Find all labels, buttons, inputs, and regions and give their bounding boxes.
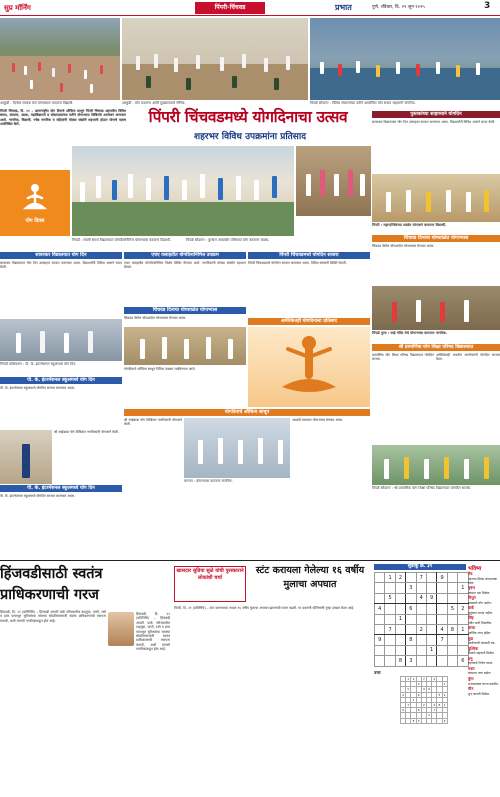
section-bar-5: अमेरिकेतही योगदिनाला प्रतिसाद [248, 318, 370, 325]
horoscope-sign: तुळ [468, 635, 474, 641]
sudoku-title: सुडोकू क्र. ३१ [374, 564, 466, 570]
sudoku-cell: 8 [447, 624, 457, 634]
sudoku-cell [385, 583, 395, 593]
answer-row [401, 718, 448, 723]
sudoku-cell: 4 [437, 624, 447, 634]
sudoku-cell [447, 573, 457, 583]
answer-cell: 3 [417, 682, 420, 687]
bottom-mid-body: पिंपरी, दि. २१ (प्रतिनिधि) – स्टंट करण्याच्या नादात १६ वर्षीय मुलाचा अपघात झाल्याची घटना घडली. या प्रकरणी पोलिसांनी गुन्हा दाखल केला आहे. [174, 606, 355, 610]
right-top-text: सावरकर विद्यालयात योग दिन उत्साहात साजरा करण्यात आला. विद्यार्थ्यांनी विविध आसने सादर केली. [372, 120, 496, 124]
horoscope-sign: वृश्चिक [468, 645, 479, 651]
sudoku-grid [374, 572, 469, 667]
sudoku-cell [406, 624, 416, 634]
horoscope-item [468, 572, 500, 585]
caption-middle: आकुर्डी : योग करताना आर्मी मुख्यालयाचे सैनिक. [122, 101, 186, 105]
photo-middle [122, 18, 308, 100]
sudoku-cell: 8 [406, 635, 416, 645]
sudoku-answer-title: उत्तर [374, 670, 381, 675]
horoscope-sign: कन्या [468, 625, 476, 631]
sudoku-cell: 3 [406, 583, 416, 593]
section-bar-4: चिंचवड दिनाचा योगशाळेत योगाभ्यास [124, 307, 246, 314]
photo-right-top [296, 146, 371, 216]
sudoku-cell [385, 635, 395, 645]
sudoku-cell [395, 645, 405, 655]
sudoku-cell [406, 593, 416, 603]
sudoku-cell [426, 604, 436, 614]
section-body-6: पी. के. इंटरनॅशनल स्कूलमध्ये योगदिन साजरा करण्यात आला. [0, 386, 76, 390]
answer-cell: 8 [412, 718, 415, 723]
date-line: पुणे, रविवार, दि. २२ जून २०२५ [372, 5, 425, 10]
sudoku-cell [447, 656, 457, 666]
horoscope-sign: वृषभ [468, 585, 475, 591]
section-body-left-row4: पी. के. इंटरनॅशनल स्कूलमध्ये योगदिन साजरा करण्यात आला. [0, 494, 76, 498]
sudoku-cell [375, 645, 385, 655]
sudoku-answer-grid [400, 676, 448, 724]
sudoku-cell [416, 604, 426, 614]
answer-row [401, 702, 448, 707]
sudoku-cell [447, 583, 457, 593]
answer-cell: 7 [407, 703, 410, 708]
horoscope-item [468, 667, 500, 676]
section-body-middle-2: योगदिनाचे औचित्य साधून विविध उपक्रम राबविण्यात आले. [124, 367, 196, 371]
caption-center-big: निगडी : स्वामी समर्थ विद्यालयात योगदिनानिमित्त योगाभ्यास करताना विद्यार्थी. [72, 238, 171, 242]
horoscope-item [468, 626, 500, 635]
sudoku-cell: 4 [375, 604, 385, 614]
section-bar-6: पी. के. इंटरनॅशनल स्कूलमध्ये योग दिन [0, 377, 122, 384]
photo-left-row3 [0, 430, 52, 484]
sudoku-cell: 4 [416, 593, 426, 603]
main-headline: पिंपरी चिंचवडमध्ये योगदिनाचा उत्सव [148, 107, 348, 126]
bottom-mid-kicker: खासदार सुप्रिया सुळे यांची पुरस्काराने लोकांशी चर्चा [174, 566, 246, 602]
photo-left-row2 [0, 319, 122, 361]
section-bar-9: श्री प्रामाणिक योग शिक्षा परिषद विद्यालयात [372, 344, 500, 351]
sudoku-cell: 9 [375, 635, 385, 645]
sudoku-cell [447, 593, 457, 603]
header-bar [0, 0, 500, 16]
sudoku-cell [375, 593, 385, 603]
sudoku-cell: 5 [385, 593, 395, 603]
horoscope-item [468, 616, 500, 625]
bottom-left-photo [108, 612, 134, 646]
sudoku-cell [406, 614, 416, 624]
sudoku-cell [395, 635, 405, 645]
answer-cell: 9 [402, 708, 404, 713]
answer-cell: 5 [438, 692, 441, 697]
section-body-9: प्रामाणिक योग शिक्षा परिषद विद्यालयात योगदिन साजरा. [372, 353, 434, 362]
sudoku-row [375, 573, 469, 583]
sudoku-row [375, 624, 469, 634]
section-body-4: चिंचवड येथील योगशाळेत योगाभ्यास घेण्यात आला. [124, 316, 187, 320]
caption-right-column-b: पिंपळे गुरव : साई मंदिर येथे योगाभ्यास करताना नागरिक. [372, 331, 448, 335]
caption-middle-row3: थेरगाव : योगाभ्यास करताना नागरिक. [184, 479, 233, 483]
answer-cell: 9 [428, 687, 430, 692]
horoscope-text: मनासारख्या घटना घडतील. [468, 681, 499, 686]
sudoku-row [375, 604, 469, 614]
caption-right-column-a: पिंपरी : महापालिकेच्या शाळेत योगासने करताना विद्यार्थी. [372, 223, 447, 227]
section-label: सुप्र मॉर्निंग [4, 3, 31, 12]
sudoku-cell [385, 656, 395, 666]
sudoku-cell [458, 645, 468, 655]
answer-cell: 6 [443, 718, 446, 723]
section-body-10: अमेरिकेतही भारतीय नागरिकांनी योगदिन साजरा केला. [436, 353, 500, 362]
sudoku-cell [416, 656, 426, 666]
sudoku-cell: 1 [458, 583, 468, 593]
section-body-2: एचए वसाहतीत योगदिनानिमित्त विशेष शिबिर घेण्यात आले. नागरिकांनी मोठ्या संख्येने सहभाग घेतला. [124, 261, 246, 270]
horoscope-text: कुटुंबात आनंद राहील. [468, 610, 494, 615]
horoscope-item [468, 687, 500, 696]
horoscope-text: आर्थिक लाभ होईल. [468, 631, 492, 636]
photo-yoga-lotus [248, 327, 370, 407]
sudoku-cell [447, 645, 457, 655]
section-body-right-row3: आळंदी रस्त्यावर योगाभ्यास घेण्यात आला. [292, 418, 344, 422]
horoscope-item [468, 677, 500, 686]
sudoku-cell [437, 593, 447, 603]
photo-middle-row2 [124, 327, 246, 365]
sudoku-cell [426, 635, 436, 645]
sudoku-cell [426, 583, 436, 593]
caption-center-right: पिंपळे सौदागर : कुणाल आयकॉन परिसरात योग करताना सदस्य. [186, 238, 270, 242]
sudoku-cell [437, 656, 447, 666]
sudoku-cell: 1 [385, 573, 395, 583]
section-bar-1: सावरकर विद्यालयात योग दिन [0, 252, 122, 259]
horoscope-text: कामात यश मिळेल. [468, 590, 491, 595]
sudoku-cell [385, 614, 395, 624]
horoscope-text: आरोग्याची काळजी घ्या. [468, 641, 496, 646]
sudoku-cell: 9 [437, 573, 447, 583]
photo-right-lower [372, 445, 500, 485]
sudoku-cell: 3 [406, 656, 416, 666]
caption-left: आकुर्डी : दिगंबर स्मारक येथे योगाभ्यास करताना विद्यार्थी. [0, 101, 74, 105]
sudoku-row [375, 635, 469, 645]
answer-cell: 2 [422, 703, 425, 708]
sudoku-cell: 7 [437, 635, 447, 645]
paper-name: प्रभात [335, 2, 352, 12]
sudoku-cell [426, 656, 436, 666]
sudoku-cell [416, 635, 426, 645]
sudoku-cell: 9 [426, 593, 436, 603]
horoscope-sign: मेष [468, 571, 473, 576]
answer-cell: 2 [412, 677, 415, 682]
answer-cell: 1 [443, 703, 446, 708]
bottom-left-body-2: हिंजवडी, दि. २१ (प्रतिनिधि) – हिंजवडी आयटी पार्क परिसरातील वाहतूक, पाणी, रस्ते व इतर पायाभूत सुविधांच्या समस्या सोडविण्यासाठी स्वतंत्र प्राधिकरणाची स्थापना करावी, अशी मागणी नागरिकांकडून होत आहे. [136, 612, 170, 652]
sudoku-cell: 6 [406, 604, 416, 614]
sudoku-cell: 1 [426, 645, 436, 655]
sudoku-cell [385, 645, 395, 655]
page-number: 3 [484, 1, 491, 11]
sudoku-cell: 1 [395, 614, 405, 624]
answer-cell: 5 [407, 687, 410, 692]
horoscope-text: मित्रांचे सहकार्य मिळेल. [468, 651, 495, 656]
answer-cell: 1 [407, 677, 410, 682]
sudoku-cell: 5 [447, 604, 457, 614]
sudoku-cell: 2 [458, 604, 468, 614]
section-bar-7: योगदिनाचे औचित्य साधून [124, 409, 370, 416]
photo-right [310, 18, 500, 100]
page-divider [0, 560, 500, 561]
sudoku-cell [437, 645, 447, 655]
answer-cell: 3 [417, 718, 420, 723]
section-bar-right-2: चिंचवड दिनाचा योगशाळेत योगाभ्यास [372, 235, 500, 242]
sudoku-cell [458, 573, 468, 583]
sudoku-cell: 2 [416, 624, 426, 634]
photo-middle-row3 [184, 418, 290, 478]
horoscope-item [468, 596, 500, 605]
sudoku-cell [375, 583, 385, 593]
horoscope-text: प्रवासाचे योग आहेत. [468, 600, 492, 605]
right-top-bar: पुस्तकांच्या साहाय्याने योगदिन [372, 111, 500, 118]
horoscope-sign: मिथुन [468, 595, 476, 601]
sudoku-cell [458, 635, 468, 645]
sudoku-cell [406, 573, 416, 583]
section-body-3: पिंपरी चिंचवडमध्ये योगदिन साजरा करण्यात आला. विविध संस्थांनी शिबिरे घेतली. [248, 261, 347, 265]
sudoku-cell [375, 624, 385, 634]
horoscope-text: शुभ बातमी मिळेल. [468, 691, 490, 696]
sudoku-cell [395, 624, 405, 634]
answer-cell: 4 [422, 687, 425, 692]
sudoku-cell [395, 604, 405, 614]
sudoku-cell: 7 [416, 573, 426, 583]
sudoku-cell: 7 [385, 624, 395, 634]
sudoku-row [375, 583, 469, 593]
sudoku-cell [406, 645, 416, 655]
sudoku-cell [375, 656, 385, 666]
horoscope-sign: मीन [468, 686, 474, 692]
photo-center-big [72, 146, 294, 236]
answer-cell: 7 [422, 677, 425, 682]
caption-left-row2: निगडी प्राधिकरण : पी. के. इंटरनॅशनल स्कूलमध्ये योग दिन. [0, 362, 77, 366]
sudoku-cell [375, 614, 385, 624]
meditation-icon [18, 182, 52, 216]
answer-cell: 9 [433, 677, 436, 682]
caption-right-lower: पिंपळे सौदागर : श्री प्रामाणिक योग शिक्षा परिषद विद्यालयात योगदिन साजरा. [372, 486, 472, 490]
horoscope-text: नवीन संधी मिळतील. [468, 620, 493, 625]
sudoku-row [375, 593, 469, 603]
photo-left [0, 18, 120, 100]
answer-cell: 1 [412, 697, 415, 702]
sudoku-cell [458, 593, 468, 603]
sudoku-cell [458, 614, 468, 624]
sudoku-cell [426, 624, 436, 634]
sudoku-cell [437, 614, 447, 624]
sudoku-cell [447, 635, 457, 645]
sudoku-cell [416, 614, 426, 624]
sudoku-row [375, 656, 469, 666]
photo-right-column-a [372, 174, 500, 222]
section-body-right-2: चिंचवड येथील योगशाळेत योगाभ्यास घेण्यात आला. [372, 244, 435, 248]
answer-cell: 6 [417, 692, 420, 697]
horoscope-title: भविष्य [468, 566, 482, 572]
horoscope-text: आजचा दिवस लाभदायक ठरेल. [468, 576, 497, 585]
sudoku-cell [416, 583, 426, 593]
section-body-1: सावरकर विद्यालयात योग दिन उत्साहात साजरा करण्यात आला. विद्यार्थ्यांनी विविध आसने सादर केली. [0, 261, 122, 270]
horoscope-text: कामाचा ताण वाढेल. [468, 671, 492, 676]
sudoku-cell: 6 [458, 656, 468, 666]
bottom-mid-headline: स्टंट करायला गेलेल्या १६ वर्षीय मुलाचा अपघात [255, 565, 365, 590]
section-body-left-row3: श्री साईबाबा योग शिबिरात नागरिकांनी योगासने केली. [54, 430, 119, 434]
answer-cell: 1 [428, 713, 430, 718]
bottom-left-body: हिंजवडी, दि. २१ (प्रतिनिधि) – हिंजवडी आयटी पार्क परिसरातील वाहतूक, पाणी, रस्ते व इतर पायाभूत सुविधांच्या समस्या सोडविण्यासाठी स्वतंत्र प्राधिकरणाची स्थापना करावी, अशी मागणी नागरिकांकडून होत आहे. [0, 610, 106, 623]
city-tab[interactable]: पिंपरी-चिंचवड [195, 2, 265, 14]
section-bar-8: पी. के. इंटरनॅशनल स्कूलमध्ये योग दिन [0, 485, 122, 492]
sudoku-row [375, 614, 469, 624]
horoscope-sign: मकर [468, 665, 475, 671]
sudoku-cell: 1 [458, 624, 468, 634]
sudoku-row [375, 645, 469, 655]
lotus-pose-figure-icon [248, 327, 370, 407]
section-bar-2: एचए वसाहतीत योगदिनानिमित्त उपक्रम [124, 252, 246, 259]
sudoku-cell [426, 614, 436, 624]
logo-text: योग दिवस [25, 218, 45, 224]
sudoku-cell [437, 583, 447, 593]
photo-right-column-b [372, 286, 500, 330]
sudoku-cell [375, 573, 385, 583]
sub-headline: शहरभर विविध उपक्रमांना प्रतिसाद [194, 132, 306, 142]
horoscope-sign: कुंभ [468, 675, 474, 681]
answer-cell: 8 [417, 708, 420, 713]
answer-cell: 8 [438, 703, 441, 708]
intro-text: पिंपरी चिंचवड, दि. २१ – आंतरराष्ट्रीय योग दिनाचे औचित्य साधून पिंपरी चिंचवड शहरातील विविध संस्था, संघटना, शाळा, महाविद्यालये व सोसायट्यांच्या वतीने योगाभ्यास शिबिरांचे आयोजन करण्यात आले. नागरिक, विद्यार्थी, ज्येष्ठ नागरिक व महिलांनी मोठ्या संख्येने सहभागी होऊन योगाचे महत्त्व अधोरेखित केले. [0, 109, 126, 127]
horoscope-item [468, 586, 500, 595]
horoscope-item [468, 637, 500, 646]
horoscope-item [468, 647, 500, 656]
caption-right: पिंपळे सौदागर : विविध संघटनांच्या वतीने आयोजित योग सत्रात सहभागी नागरिक. [310, 101, 416, 105]
horoscope-list [468, 572, 500, 794]
sudoku-cell [395, 583, 405, 593]
answer-cell: 4 [402, 692, 404, 697]
sudoku-cell [416, 645, 426, 655]
bottom-left-headline: हिंजवडीसाठी स्वतंत्र प्राधिकरणाची गरज [0, 565, 103, 603]
sudoku-cell [395, 593, 405, 603]
section-bar-3: पिंपरी चिंचवडमध्ये योगदिन साजरा [248, 252, 370, 259]
horoscope-item [468, 606, 500, 615]
sudoku-cell: 8 [395, 656, 405, 666]
sudoku-cell [447, 614, 457, 624]
horoscope-text: महत्त्वाचे निर्णय घ्याल. [468, 661, 494, 666]
sudoku-cell [426, 573, 436, 583]
yoga-day-logo [0, 170, 70, 236]
answer-cell: 1 [443, 682, 446, 687]
sudoku-cell: 2 [395, 573, 405, 583]
horoscope-sign: धनु [468, 655, 473, 661]
horoscope-item [468, 657, 500, 666]
sudoku-cell [385, 604, 395, 614]
sudoku-cell [437, 604, 447, 614]
answer-cell: 7 [433, 708, 436, 713]
horoscope-sign: सिंह [468, 615, 474, 621]
answer-cell: 4 [433, 703, 436, 708]
section-body-7: श्री साईबाबा योग शिबिरात नागरिकांनी योगासने केली. [124, 418, 182, 427]
answer-cell: 2 [443, 692, 446, 697]
horoscope-sign: कर्क [468, 605, 474, 611]
